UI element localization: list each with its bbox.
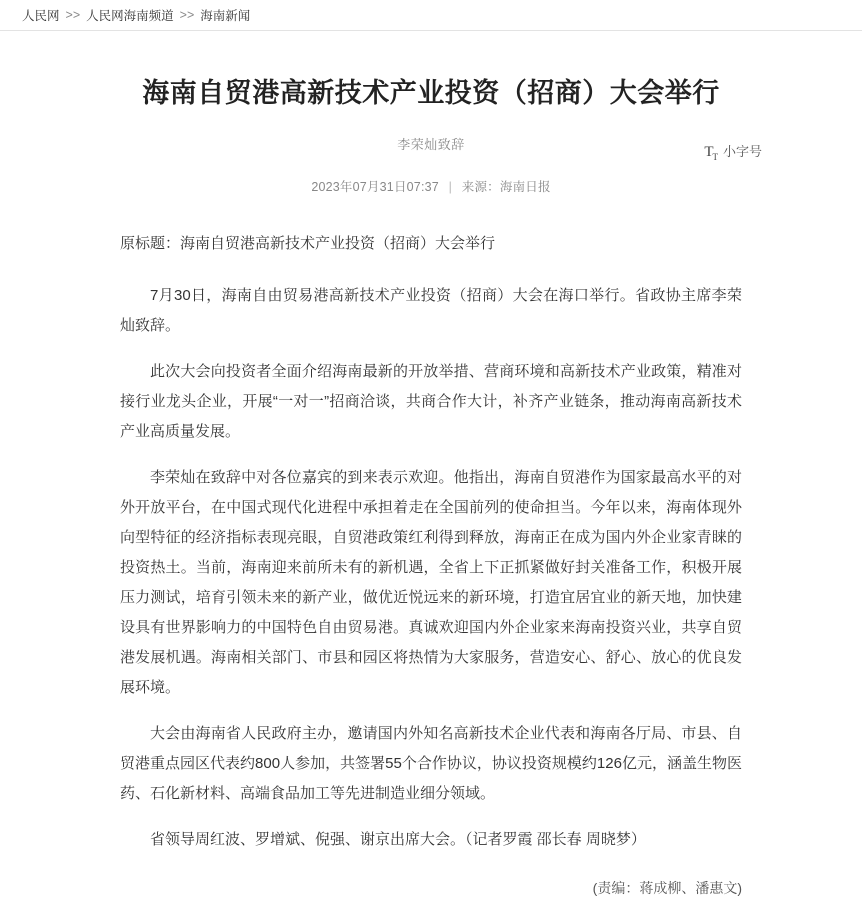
breadcrumb-item-1[interactable]: 人民网海南频道: [86, 9, 174, 23]
editor-note: (责编：蒋成柳、潘惠文): [592, 879, 742, 896]
article-body: [120, 229, 742, 903]
article-date: 2023年07月31日07:37: [311, 179, 439, 194]
breadcrumb-separator-1: >>: [179, 8, 195, 22]
article-subheadline: 李荣灿致辞: [397, 136, 465, 152]
breadcrumb-item-2[interactable]: 海南新闻: [200, 9, 251, 23]
article-paragraph: 7月30日，海南自由贸易港高新技术产业投资（招商）大会在海口举行。省政协主席李荣灿致辞。: [120, 286, 742, 334]
page-title: 海南自贸港高新技术产业投资（招商）大会举行: [142, 78, 720, 108]
font-size-label[interactable]: 小字号: [722, 144, 762, 159]
breadcrumb-separator-0: >>: [65, 8, 81, 22]
font-size-toggle[interactable]: [704, 141, 762, 162]
meta-divider: |: [448, 179, 453, 194]
article-paragraph: 省领导周红波、罗增斌、倪强、谢京出席大会。（记者罗霞 邵长春 周晓梦）: [150, 830, 646, 848]
original-title: 原标题：海南自贸港高新技术产业投资（招商）大会举行: [120, 234, 496, 252]
article-paragraph: 此次大会向投资者全面介绍海南最新的开放举措、营商环境和高新技术产业政策，精准对接行业龙头企业，开展“一对一”招商洽谈，共商合作大计，补齐产业链条，推动海南高新技术产业高质量发展。: [120, 362, 742, 440]
breadcrumb: [0, 0, 862, 31]
article-source: 来源：海南日报: [461, 179, 551, 194]
text-size-icon: $T_T$: [704, 144, 717, 162]
article-meta: [120, 177, 742, 195]
breadcrumb-item-0[interactable]: 人民网: [22, 9, 60, 23]
article-paragraph: 李荣灿在致辞中对各位嘉宾的到来表示欢迎。他指出，海南自贸港作为国家最高水平的对外开放平台，在中国式现代化进程中承担着走在全国前列的使命担当。今年以来，海南体现外向型特征的经济指标表现亮眼，自贸港政策红利得到释放，海南正在成为国内外企业家青睐的投资热土。当前，海南迎来前所未有的新机遇，全省上下正抓紧做好封关准备工作，积极开展压力测试，培育引领未来的新产业，做优近悦远来的新环境，打造宜居宜业的新天地，加快建设具有世界影响力的中国特色自由贸易港。真诚欢迎国内外企业家来海南投资兴业，共享自贸港发展机遇。海南相关部门、市县和园区将热情为大家服务，营造安心、舒心、放心的优良发展环境。: [120, 468, 742, 696]
article-paragraph: 大会由海南省人民政府主办，邀请国内外知名高新技术企业代表和海南各厅局、市县、自贸港重点园区代表约800人参加，共签署55个合作协议，协议投资规模约126亿元，涵盖生物医药、石化新材料、高端食品加工等先进制造业细分领域。: [120, 724, 742, 802]
article-container: [120, 31, 762, 903]
